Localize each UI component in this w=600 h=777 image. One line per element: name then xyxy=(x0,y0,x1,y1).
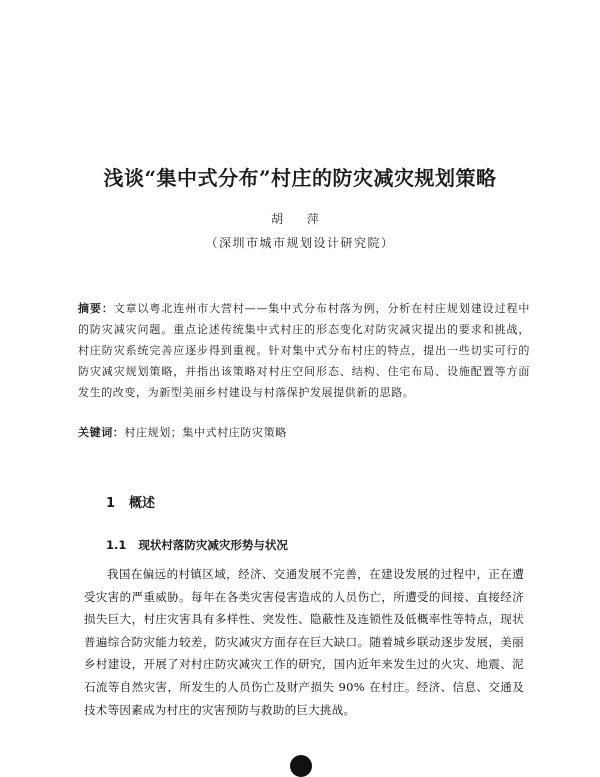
keywords-block xyxy=(78,425,530,441)
section-title: 概述 xyxy=(129,496,156,511)
section-heading xyxy=(106,492,155,511)
keywords-label: 关键词： xyxy=(78,426,125,439)
subsection-title: 现状村落防灾减灾形势与状况 xyxy=(138,538,288,552)
page-marker xyxy=(290,755,312,777)
paper-title: 浅谈“集中式分布”村庄的防灾减灾规划策略 xyxy=(103,166,497,190)
section-number: 1 xyxy=(106,496,116,511)
abstract-label: 摘要： xyxy=(78,302,114,315)
abstract-block xyxy=(78,298,530,403)
keywords-text: 村庄规划；集中式村庄防灾策略 xyxy=(124,426,287,439)
subsection-number: 1.1 xyxy=(106,538,127,552)
body-paragraph: 我国在偏远的村镇区域，经济、交通发展不完善，在建设发展的过程中，正在遭受灾害的严重威胁。每年在各类灾害侵害造成的人员伤亡，所遭受的间接、直接经济损失巨大，村庄灾害具有多样性、突发性、隐蔽性及连锁性及低概率性等特点，现状普遍综合防灾能力较差，防灾减灾方面存在巨大缺口。随着城乡联动逐步发展，美丽乡村建设，开展了对村庄防灾减灾工作的研究，国内近年来发生过的火灾、地震、泥石流等自然灾害，所发生的人员伤亡及财产损失 90% 在村庄。经济、信息、交通及技术等因素成为村庄的灾害预防与救助的巨大挑战。 xyxy=(84,567,524,717)
author-name: 胡 萍 xyxy=(271,212,329,226)
abstract-text: 文章以粤北连州市大营村——集中式分布村落为例，分析在村庄规划建设过程中的防灾减灾问题。重点论述传统集中式村庄的形态变化对防灾减灾提出的要求和挑战，村庄防灾系统完善应逐步得到重视。针对集中式分布村庄的特点，提出一些切实可行的防灾减灾规划策略，并指出该策略对村庄空间形态、结构、住宅布局、设施配置等方面发生的改变，为新型美丽乡村建设与村落保护发展提供新的思路。 xyxy=(78,302,530,399)
author-affiliation: （深圳市城市规划设计研究院） xyxy=(205,236,395,250)
subsection-heading xyxy=(106,537,288,553)
